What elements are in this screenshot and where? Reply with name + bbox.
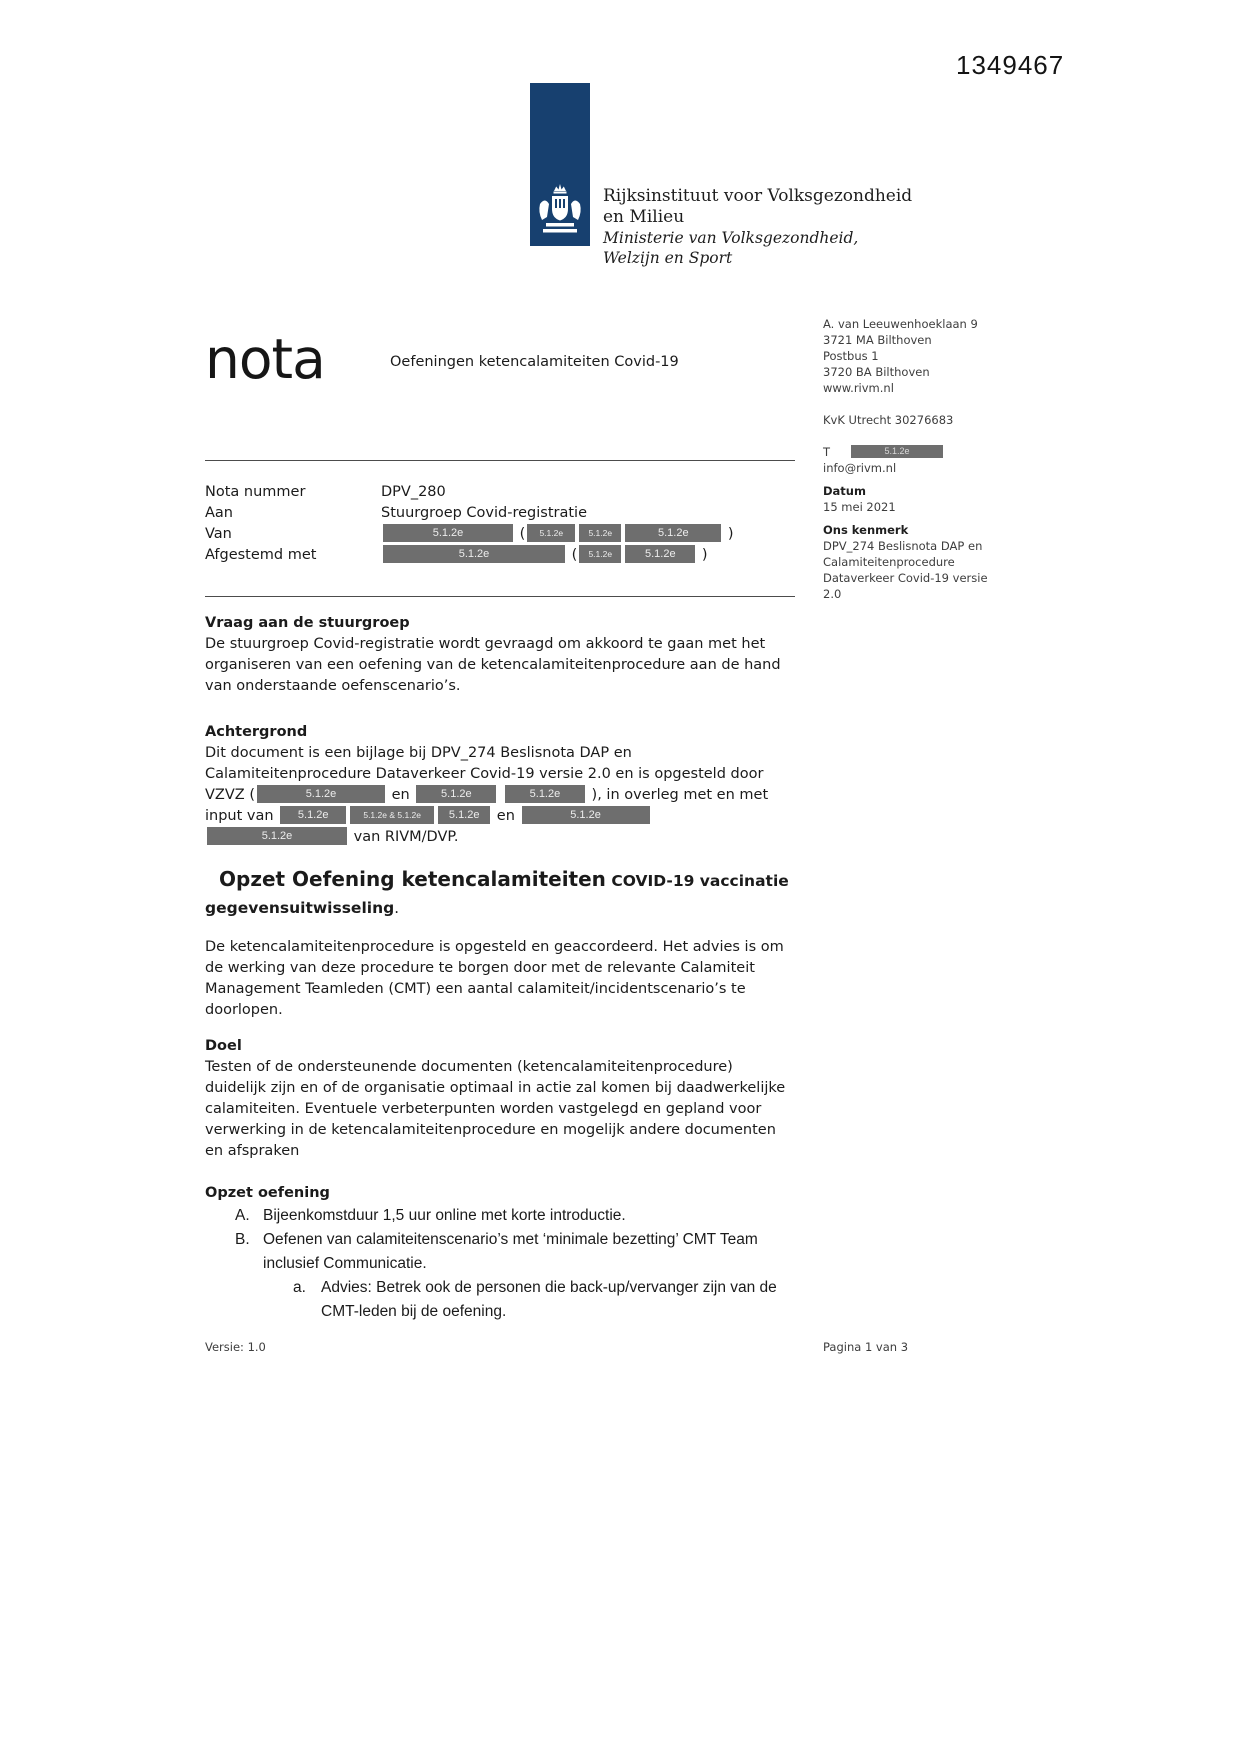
website-text: www.rivm.nl xyxy=(823,381,894,395)
field-value-redacted xyxy=(381,524,795,545)
section-achtergrond xyxy=(205,722,795,848)
redaction-box: 5.1.2e xyxy=(625,524,721,542)
field-row-afgestemd-met xyxy=(205,545,795,566)
text-run: Dit document is een bijlage bij DPV_274 Beslisnota DAP en Calamiteitenprocedure Dataverkeer Covid-19 versie 2.0 en is opgesteld door VZVZ ( xyxy=(205,745,764,803)
section-vraag xyxy=(205,613,795,697)
section-title: Vraag aan de stuurgroep xyxy=(205,615,410,631)
redaction-box: 5.1.2e & 5.1.2e xyxy=(350,806,434,824)
field-label: Afgestemd met xyxy=(205,547,317,563)
datum-label: Datum xyxy=(823,484,866,498)
field-row-van xyxy=(205,524,795,545)
page-title: nota xyxy=(205,327,325,391)
redaction-box: 5.1.2e xyxy=(383,524,513,542)
redaction-box: 5.1.2e xyxy=(438,806,490,824)
org-name-line2: en Milieu xyxy=(603,207,685,227)
text-run: ) xyxy=(697,547,708,563)
text-run: ( xyxy=(515,526,526,542)
redaction-box: 5.1.2e xyxy=(280,806,346,824)
text-run: ), in overleg met en met input van xyxy=(205,787,769,824)
sidebar-contact-block xyxy=(823,316,999,602)
redaction-box: 5.1.2e xyxy=(383,545,565,563)
coat-of-arms-icon xyxy=(537,184,583,242)
section-title: Doel xyxy=(205,1038,242,1054)
text-run: ( xyxy=(567,547,578,563)
kenmerk-label: Ons kenmerk xyxy=(823,523,909,537)
org-name-line1: Rijksinstituut voor Volksgezondheid xyxy=(603,186,913,206)
redaction-box: 5.1.2e xyxy=(416,785,496,803)
field-value-redacted xyxy=(381,545,795,566)
list-item xyxy=(293,1276,795,1324)
field-label: Aan xyxy=(205,505,233,521)
phone-row xyxy=(823,444,999,460)
phone-label: T xyxy=(823,445,831,459)
redaction-box: 5.1.2e xyxy=(207,827,347,845)
logo-text xyxy=(603,83,912,268)
heading-period: . xyxy=(394,899,399,917)
redaction-box: 5.1.2e xyxy=(522,806,650,824)
redaction-box: 5.1.2e xyxy=(257,785,385,803)
section-intro xyxy=(205,937,795,1021)
list-text: Oefenen van calamiteitenscenario’s met ‘minimale bezetting’ CMT Team inclusief Communicatie. xyxy=(263,1231,758,1272)
kenmerk-value: DPV_274 Beslisnota DAP en Calamiteitenprocedure Dataverkeer Covid-19 versie 2.0 xyxy=(823,539,988,601)
section-opzet-oefening xyxy=(205,1183,795,1324)
rivm-logo xyxy=(530,83,912,268)
text-run: en xyxy=(492,808,520,824)
ministry-line1: Ministerie van Volksgezondheid, xyxy=(603,229,859,247)
main-content xyxy=(205,327,795,1324)
opzet-heading xyxy=(205,866,795,922)
list-text: Advies: Betrek ook de personen die back-up/vervanger zijn van de CMT-leden bij de oefening. xyxy=(321,1279,777,1320)
footer-version: Versie: 1.0 xyxy=(205,1340,266,1354)
address-line: Postbus 1 xyxy=(823,349,879,363)
section-body-redacted xyxy=(205,743,795,848)
section-doel xyxy=(205,1036,795,1162)
redaction-box: 5.1.2e xyxy=(851,445,943,458)
field-row-aan xyxy=(205,503,795,524)
logo-bar xyxy=(530,83,590,246)
address-line: 3721 MA Bilthoven xyxy=(823,333,932,347)
nota-header xyxy=(205,327,795,422)
ministry-line2: Welzijn en Sport xyxy=(603,249,733,267)
text-run xyxy=(498,787,503,803)
kvk-line: KvK Utrecht 30276683 xyxy=(823,413,954,427)
subject-line: Oefeningen ketencalamiteiten Covid-19 xyxy=(390,354,679,370)
section-body: De ketencalamiteitenprocedure is opgesteld en geaccordeerd. Het advies is om de werking van deze procedure te borgen door met de relevante Calamiteit Management Teamleden (CMT) een aantal calamiteit/incidentscenario’s te doorlopen. xyxy=(205,939,784,1018)
field-row-nota-nummer xyxy=(205,482,795,503)
section-title: Achtergrond xyxy=(205,724,308,740)
section-body: Testen of de ondersteunende documenten (ketencalamiteitenprocedure) duidelijk zijn en of de organisatie optimaal in actie zal komen bij daadwerkelijke calamiteiten. Eventuele verbeterpunten worden vastgelegd en gepland voor verwerking in de ketencalamiteitenprocedure en mogelijk andere documenten en afspraken xyxy=(205,1059,786,1159)
footer-page-number: Pagina 1 van 3 xyxy=(823,1340,909,1354)
meta-fields xyxy=(205,482,795,566)
list-marker: a. xyxy=(293,1279,306,1296)
text-run: en xyxy=(386,787,415,803)
redaction-box: 5.1.2e xyxy=(579,524,621,542)
heading-main: Opzet Oefening ketencalamiteiten xyxy=(219,867,606,891)
doc-number: 1349467 xyxy=(956,50,1065,80)
field-label: Van xyxy=(205,526,232,542)
list-item xyxy=(235,1204,795,1228)
list-marker: B. xyxy=(235,1231,250,1248)
redaction-box: 5.1.2e xyxy=(579,545,621,563)
divider xyxy=(205,596,795,597)
email-text: info@rivm.nl xyxy=(823,461,897,475)
phone-redaction xyxy=(849,444,945,460)
section-title: Opzet oefening xyxy=(205,1185,330,1201)
redaction-box: 5.1.2e xyxy=(527,524,575,542)
field-value: DPV_280 xyxy=(381,484,446,500)
redaction-box: 5.1.2e xyxy=(625,545,695,563)
text-run: van RIVM/DVP. xyxy=(349,829,459,845)
field-label: Nota nummer xyxy=(205,484,306,500)
list-text: Bijeenkomstduur 1,5 uur online met korte introductie. xyxy=(263,1207,626,1224)
address-line: A. van Leeuwenhoeklaan 9 xyxy=(823,317,978,331)
section-body: De stuurgroep Covid-registratie wordt gevraagd om akkoord te gaan met het organiseren van een oefening van de ketencalamiteitenprocedure aan de hand van onderstaande oefenscenario’s. xyxy=(205,636,781,694)
redaction-box: 5.1.2e xyxy=(505,785,585,803)
address-line: 3720 BA Bilthoven xyxy=(823,365,930,379)
text-run: ) xyxy=(723,526,734,542)
datum-value: 15 mei 2021 xyxy=(823,500,896,514)
divider xyxy=(205,460,795,461)
heading-sub: COVID-19 vaccinatie gegevensuitwisseling xyxy=(205,872,789,917)
field-value: Stuurgroep Covid-registratie xyxy=(381,505,587,521)
list-item xyxy=(235,1228,795,1276)
ordered-list xyxy=(205,1204,795,1324)
list-marker: A. xyxy=(235,1207,250,1224)
